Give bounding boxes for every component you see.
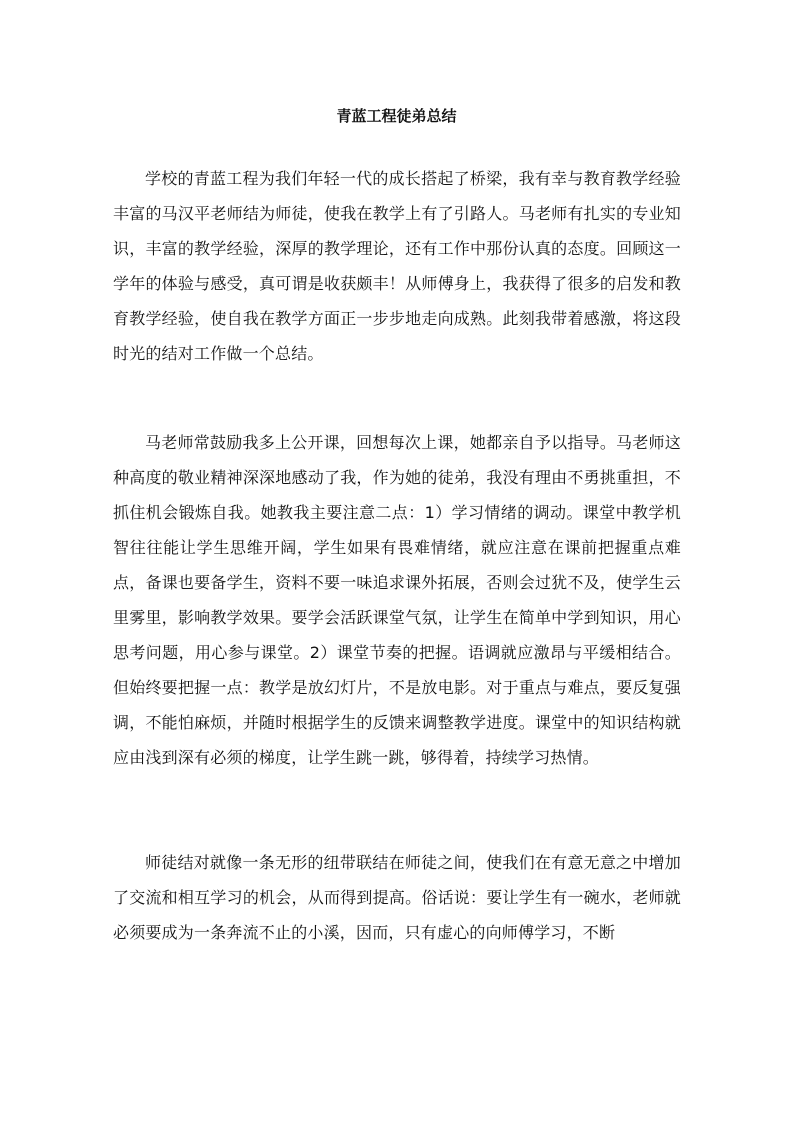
paragraph-2: 马老师常鼓励我多上公开课，回想每次上课，她都亲自予以指导。马老师这种高度的敬业精神深深地感动了我，作为她的徒弟，我没有理由不勇挑重担，不抓住机会锻炼自我。她教我主要注意二点：1）学习情绪的调动。课堂中教学机智往往能让学生思维开阔，学生如果有畏难情绪，就应注意在课前把握重点难点，备课也要备学生，资料不要一味追求课外拓展，否则会过犹不及，使学生云里雾里，影响教学效果。要学会活跃课堂气氛，让学生在简单中学到知识，用心思考问题，用心参与课堂。2）课堂节奏的把握。语调就应激昂与平缓相结合。但始终要把握一点：教学是放幻灯片，不是放电影。对于重点与难点，要反复强调，不能怕麻烦，并随时根据学生的反馈来调整教学进度。课堂中的知识结构就应由浅到深有必须的梯度，让学生跳一跳，够得着，持续学习热情。 [113,433,681,767]
paragraph-3: 师徒结对就像一条无形的纽带联结在师徒之间，使我们在有意无意之中增加了交流和相互学习的机会，从而得到提高。俗话说：要让学生有一碗水，老师就必须要成为一条奔流不止的小溪，因而，只有虚心的向师傅学习，不断 [113,853,681,942]
document-title: 青蓝工程徒弟总结 [336,107,457,125]
paragraph-1: 学校的青蓝工程为我们年轻一代的成长搭起了桥梁，我有幸与教育教学经验丰富的马汉平老师结为师徒，使我在教学上有了引路人。马老师有扎实的专业知识，丰富的教学经验，深厚的教学理论，还有工作中那份认真的态度。回顾这一学年的体验与感受，真可谓是收获颇丰！从师傅身上，我获得了很多的启发和教育教学经验，使自我在教学方面正一步步地走向成熟。此刻我带着感激，将这段时光的结对工作做一个总结。 [113,169,681,363]
